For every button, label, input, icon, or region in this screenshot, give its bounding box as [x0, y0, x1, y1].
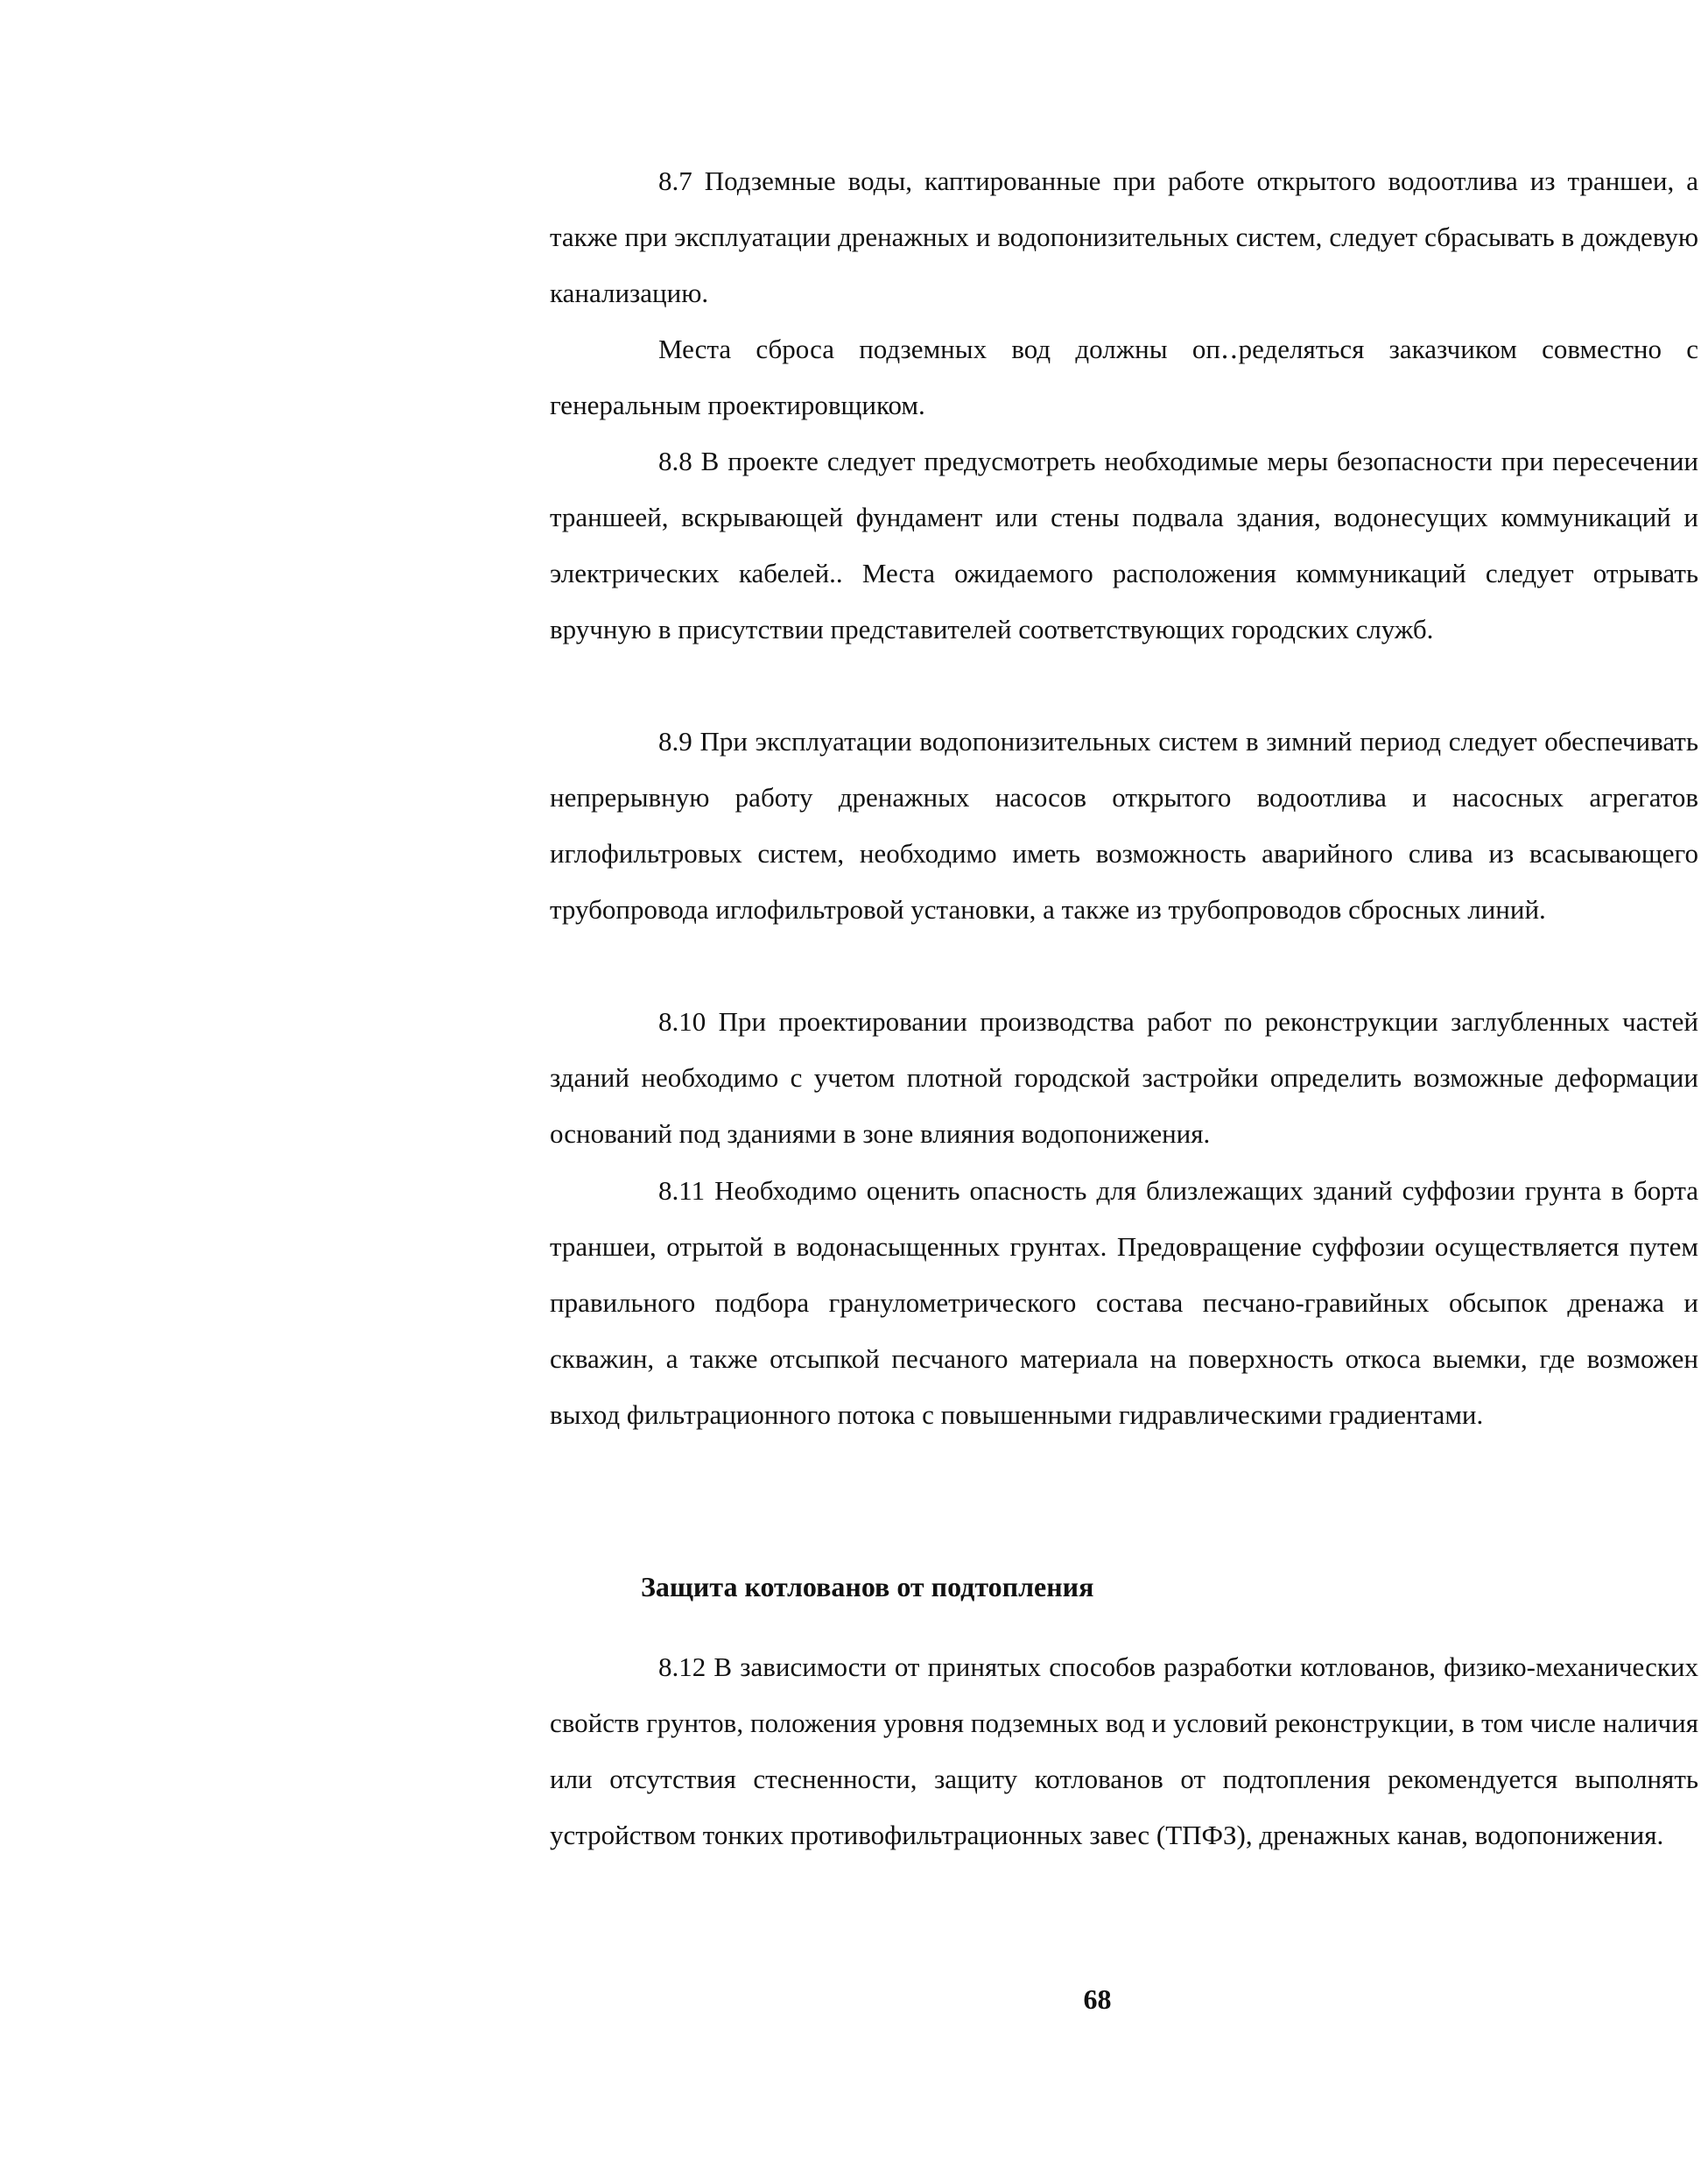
- paragraph-8-12: 8.12 В зависимости от принятых способов разработки котлованов, физико-механических свойств грунтов, положения уровня подземных вод и условий реконструкции, в том числе наличия или отсутствия стесненности, защиту котлованов от подтопления рекомендуется выполнять устройством тонких противофильтрационных завес (ТПФЗ), дренажных канав, водопонижения.: [550, 1651, 1698, 1850]
- paragraph-8-11: 8.11 Необходимо оценить опасность для близлежащих зданий суффозии грунта в борта траншеи, отрытой в водонасыщенных грунтах. Предовращение суффозии осуществляется путем правильного подбора гранулометрического состава песчано-гравийных обсыпок дренажа и скважин, а также отсыпкой песчаного материала на поверхность откоса выемки, где возможен выход фильтрационного потока с повышенными гидравлическими градиентами.: [550, 1175, 1698, 1430]
- section-heading: Защита котлованов от подтопления: [641, 1571, 1094, 1602]
- paragraph-8-10: 8.10 При проектировании производства работ по реконструкции заглубленных частей зданий необходимо с учетом плотной городской застройки определить возможные деформации оснований под зданиями в зоне влияния водопонижения.: [550, 1006, 1698, 1149]
- paragraph-8-8: 8.8 В проекте следует предусмотреть необходимые меры безопасности при пересечении траншеей, вскрывающей фундамент или стены подвала здания, водонесущих коммуникаций и электрических кабелей.. Места ожидаемого расположения коммуникаций следует отрывать вручную в присутствии представителей соответствующих городских служб.: [550, 446, 1698, 644]
- paragraph-8-7-continuation: Места сброса подземных вод должны оп‥ределяться заказчиком совместно с генеральным проектировщиком.: [550, 334, 1698, 420]
- paragraph-8-9: 8.9 При эксплуатации водопонизительных систем в зимний период следует обеспечивать непрерывную работу дренажных насосов открытого водоотлива и насосных агрегатов иглофильтровых систем, необходимо иметь возможность аварийного слива из всасывающего трубопровода иглофильтровой установки, а также из трубопроводов сбросных линий.: [550, 726, 1698, 925]
- page-number: 68: [1083, 1983, 1112, 2015]
- paragraph-8-7: 8.7 Подземные воды, каптированные при работе открытого водоотлива из траншеи, а также при эксплуатации дренажных и водопонизительных систем, следует сбрасывать в дождевую канализацию.: [550, 165, 1698, 308]
